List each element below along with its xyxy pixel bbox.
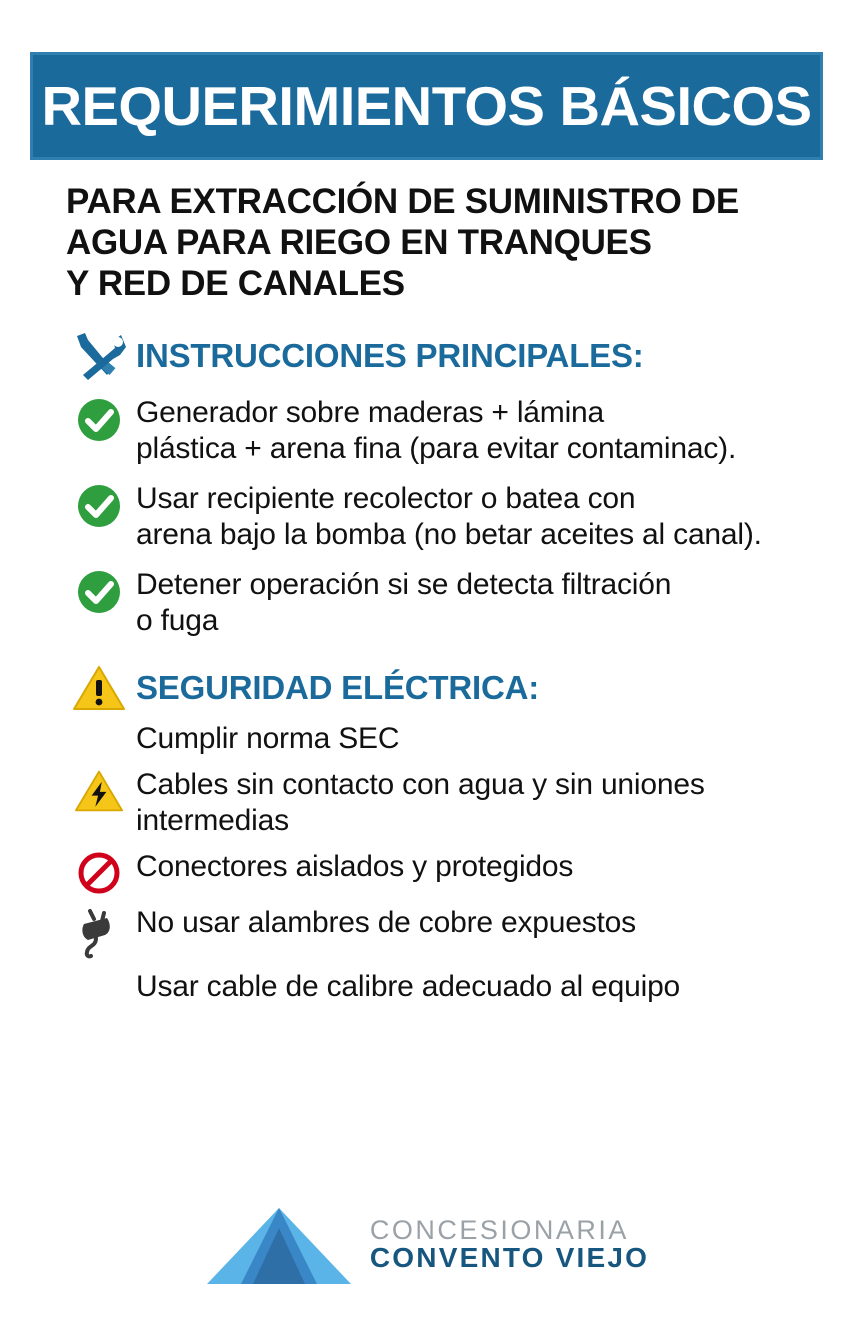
list-item-line-1: Cables sin contacto con agua y sin uniones [136,767,705,801]
subtitle-line-2: AGUA PARA RIEGO EN TRANQUES [66,222,652,262]
list-item-line-1: Usar recipiente recolector o batea con [136,481,636,515]
list-item-line-2: arena bajo la bomba (no betar aceites al canal). [136,517,762,551]
list-item-text [136,395,736,467]
list-item [30,721,823,757]
list-item [30,567,823,639]
tools-icon [68,331,130,381]
electric-hazard-icon [68,767,130,813]
subtitle-line-3: Y RED DE CANALES [66,263,405,303]
list-item-line-1: Generador sobre maderas + lámina [136,395,605,429]
warning-triangle-icon [68,665,130,711]
subtitle-line-1: PARA EXTRACCIÓN DE SUMINISTRO DE [66,182,739,221]
section-heading-instrucciones [30,331,823,381]
poster-root [0,52,853,1332]
list-item-text [136,481,762,553]
list-item [30,767,823,839]
list-item [30,969,823,1005]
list-item-line-2: o fuga [136,603,219,637]
logo-line-1: CONCESIONARIA [369,1214,629,1245]
no-icon-placeholder [68,969,130,971]
list-item-text [136,849,573,885]
list-item-text [136,567,671,639]
list-item [30,395,823,467]
list-item [30,849,823,895]
page-title: REQUERIMIENTOS BÁSICOS [41,74,812,137]
list-item-line-1: Cumplir norma SEC [136,721,400,755]
list-item-text [136,969,680,1005]
list-item-text [136,721,399,757]
footer-logo [0,1202,853,1288]
list-item [30,481,823,553]
section-title: INSTRUCCIONES PRINCIPALES: [136,337,644,375]
check-circle-icon [68,395,130,443]
triangle-mountain-logo-icon [204,1202,354,1288]
prohibited-icon [68,849,130,895]
section-heading-seguridad [30,665,823,711]
subtitle-block [30,182,823,305]
check-circle-icon [68,567,130,615]
unplugged-plug-icon [68,905,130,959]
list-item-line-1: Conectores aislados y protegidos [136,849,574,883]
list-item-text [136,767,705,839]
list-item-line-1: Detener operación si se detecta filtración [136,567,672,601]
section-title: SEGURIDAD ELÉCTRICA: [136,669,540,707]
list-item-line-2: plástica + arena fina (para evitar contaminac). [136,431,737,465]
list-item-line-2: intermedias [136,803,289,837]
logo-line-2: CONVENTO VIEJO [369,1242,650,1274]
title-banner [30,52,823,160]
list-item-line-1: Usar cable de calibre adecuado al equipo [136,969,681,1003]
check-circle-icon [68,481,130,529]
list-item [30,905,823,959]
logo-wordmark [369,1214,650,1274]
list-item-line-1: No usar alambres de cobre expuestos [136,905,636,939]
no-icon-placeholder [68,721,130,723]
list-item-text [136,905,636,941]
